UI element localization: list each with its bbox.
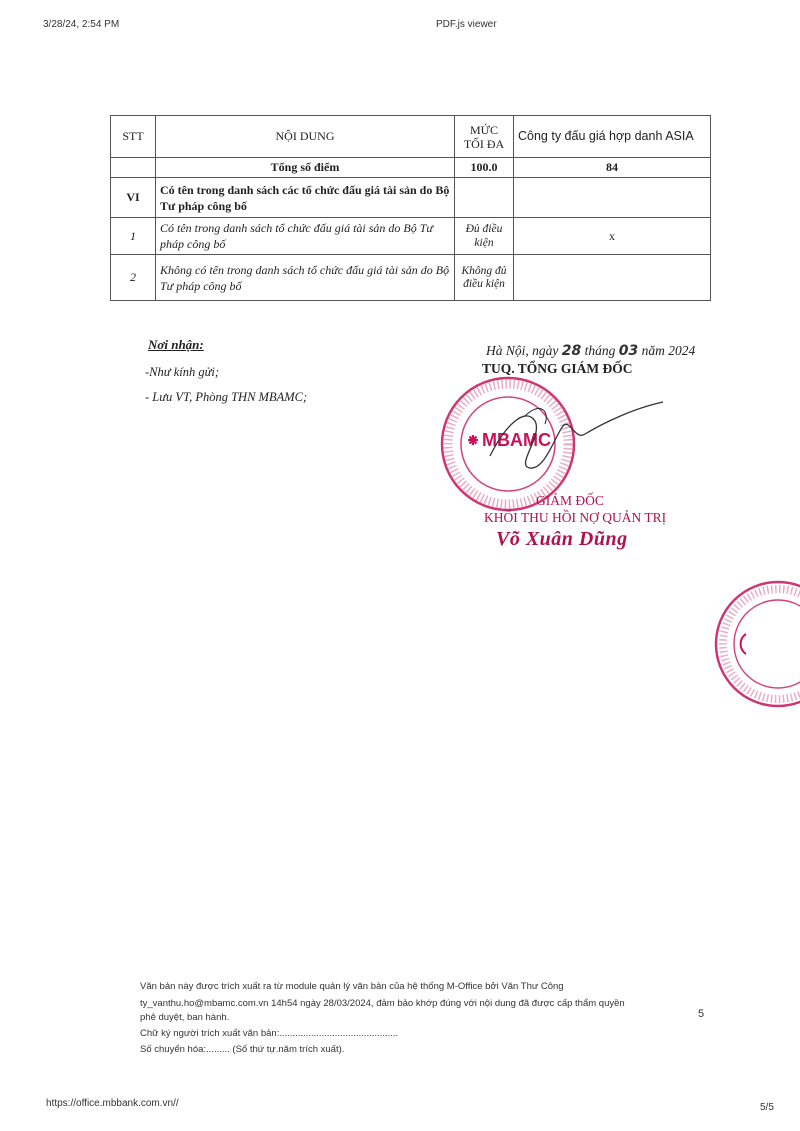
date-month: 03: [618, 343, 639, 359]
footer-line: phê duyệt, ban hành.: [140, 1012, 230, 1023]
row-stt: 1: [111, 218, 156, 255]
recipient-item: -Như kính gửi;: [145, 365, 220, 379]
signer-division: KHỐI THU HỒI NỢ QUẢN TRỊ: [484, 510, 667, 525]
date-line: [486, 343, 695, 359]
handwritten-signature-icon: [485, 396, 665, 486]
footer-line: Chữ ký người trích xuất văn bản:.............................................: [140, 1028, 399, 1039]
row-content: Có tên trong danh sách tổ chức đấu giá tài sản do Bộ Tư pháp công bố: [156, 218, 455, 255]
row-score: [514, 178, 711, 218]
tuq-title: TUQ. TỔNG GIÁM ĐỐC: [482, 361, 633, 376]
total-max: 100.0: [455, 158, 514, 178]
total-score: 84: [514, 158, 711, 178]
document-page-number: 5: [698, 1008, 705, 1020]
row-score: [514, 255, 711, 301]
header-content: NỘI DUNG: [156, 116, 455, 158]
edge-seal-icon: [712, 578, 800, 710]
row-max: [455, 178, 514, 218]
recipient-item: - Lưu VT, Phòng THN MBAMC;: [145, 390, 308, 404]
seal-logo-text: MBAMC: [482, 430, 551, 450]
signer-name: Võ Xuân Dũng: [496, 528, 628, 550]
footer-line: ty_vanthu.ho@mbamc.com.vn 14h54 ngày 28/03/2024, đảm bảo khớp đúng với nội dung đã được cấp thẩm quyền: [140, 998, 625, 1009]
row-max: Không đủ điều kiện: [455, 255, 514, 301]
print-title: PDF.js viewer: [436, 19, 497, 30]
row-stt: VI: [111, 178, 156, 218]
total-stt-cell: [111, 158, 156, 178]
print-page-count: 5/5: [760, 1102, 774, 1113]
print-datetime: 3/28/24, 2:54 PM: [43, 19, 120, 30]
header-company: Công ty đấu giá hợp danh ASIA: [514, 116, 711, 158]
date-day: 28: [561, 343, 582, 359]
header-stt: STT: [111, 116, 156, 158]
recipients-heading: Nơi nhận:: [148, 337, 204, 352]
row-max: Đủ điều kiện: [455, 218, 514, 255]
row-stt: 2: [111, 255, 156, 301]
row-content: Không có tên trong danh sách tổ chức đấu giá tài sản do Bộ Tư pháp công bố: [156, 255, 455, 301]
footer-line: Văn bản này được trích xuất ra từ module quản lý văn bản của hệ thống M-Office bởi Văn Thư Công: [140, 981, 564, 992]
header-max: MỨC TỐI ĐA: [455, 116, 514, 158]
signer-position: GIÁM ĐỐC: [536, 493, 604, 508]
date-prefix: Hà Nội, ngày: [486, 343, 559, 358]
row-content: Có tên trong danh sách các tổ chức đấu giá tài sản do Bộ Tư pháp công bố: [156, 178, 455, 218]
print-url: https://office.mbbank.com.vn//: [46, 1098, 179, 1109]
table-total-row: [111, 158, 711, 178]
table-row: [111, 178, 711, 218]
criteria-table: [110, 115, 711, 301]
row-score: x: [514, 218, 711, 255]
footer-line: Số chuyển hóa:......... (Số thứ tự.năm trích xuất).: [140, 1044, 345, 1055]
table-row: [111, 218, 711, 255]
table-header-row: [111, 116, 711, 158]
total-label: Tổng số điểm: [156, 158, 455, 178]
date-year: năm 2024: [641, 343, 696, 358]
date-month-label: tháng: [584, 343, 616, 358]
table-row: [111, 255, 711, 301]
